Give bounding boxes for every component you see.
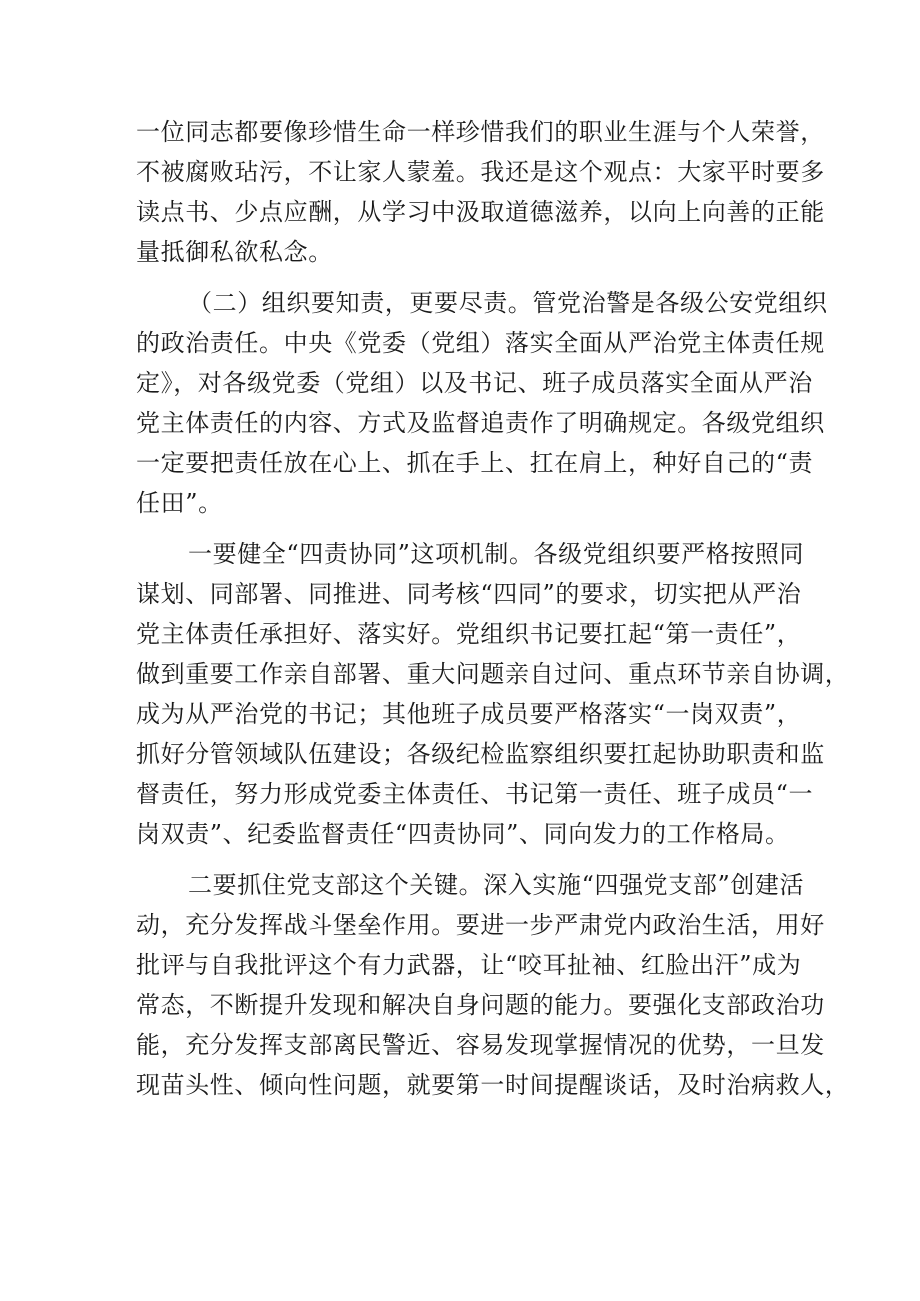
text-line: 党主体责任的内容、方式及监督追责作了明确规定。各级党组织 — [136, 409, 825, 437]
text-line: 一要健全“四责协同”这项机制。各级党组织要严格按照同 — [188, 540, 805, 568]
text-line: 批评与自我批评这个有力武器，让“咬耳扯袖、红脸出汗”成为 — [136, 951, 802, 979]
text-line: 读点书、少点应酬，从学习中汲取道德滋养，以向上向善的正能 — [136, 198, 825, 226]
text-line: 任田”。 — [136, 489, 223, 517]
text-line: 督责任，努力形成党委主体责任、书记第一责任、班子成员“一 — [136, 780, 814, 808]
text-line: 量抵御私欲私念。 — [136, 238, 333, 266]
text-line: 岗双责”、纪委监督责任“四责协同”、同向发力的工作格局。 — [136, 820, 790, 848]
paragraph-1 — [136, 112, 825, 272]
text-line: 的政治责任。中央《党委（党组）落实全面从严治党主体责任规 — [136, 329, 825, 357]
text-line: 成为从严治党的书记；其他班子成员要严格落实“一岗双责”， — [136, 700, 802, 728]
text-line: 定》，对各级党委（党组）以及书记、班子成员落实全面从严治 — [136, 369, 813, 397]
text-line: 党主体责任承担好、落实好。党组织书记要扛起“第一责任”， — [136, 620, 802, 648]
text-line: 能，充分发挥支部离民警近、容易发现掌握情况的优势，一旦发 — [136, 1031, 825, 1059]
text-line: 常态，不断提升发现和解决自身问题的能力。要强化支部政治功 — [136, 991, 825, 1019]
paragraph-4 — [136, 865, 850, 1105]
text-line: 谋划、同部署、同推进、同考核“四同”的要求，切实把从严治 — [136, 580, 802, 608]
text-line: 一定要把责任放在心上、抓在手上、扛在肩上，种好自己的“责 — [136, 449, 814, 477]
text-line: 做到重要工作亲自部署、重大问题亲自过问、重点环节亲自协调， — [136, 660, 850, 688]
text-line: 不被腐败玷污，不让家人蒙羞。我还是这个观点：大家平时要多 — [136, 158, 825, 186]
text-line: 现苗头性、倾向性问题，就要第一时间提醒谈话，及时治病救人， — [136, 1071, 850, 1099]
paragraph-3 — [136, 534, 850, 854]
text-line: （二）组织要知责，更要尽责。管党治警是各级公安党组织 — [188, 289, 828, 317]
text-line: 动，充分发挥战斗堡垒作用。要进一步严肃党内政治生活，用好 — [136, 911, 825, 939]
text-line: 一位同志都要像珍惜生命一样珍惜我们的职业生涯与个人荣誉， — [136, 118, 825, 146]
paragraph-2 — [136, 283, 828, 523]
text-line: 二要抓住党支部这个关键。深入实施“四强党支部”创建活 — [188, 871, 805, 899]
document-page — [136, 112, 850, 1105]
text-line: 抓好分管领域队伍建设；各级纪检监察组织要扛起协助职责和监 — [136, 740, 825, 768]
